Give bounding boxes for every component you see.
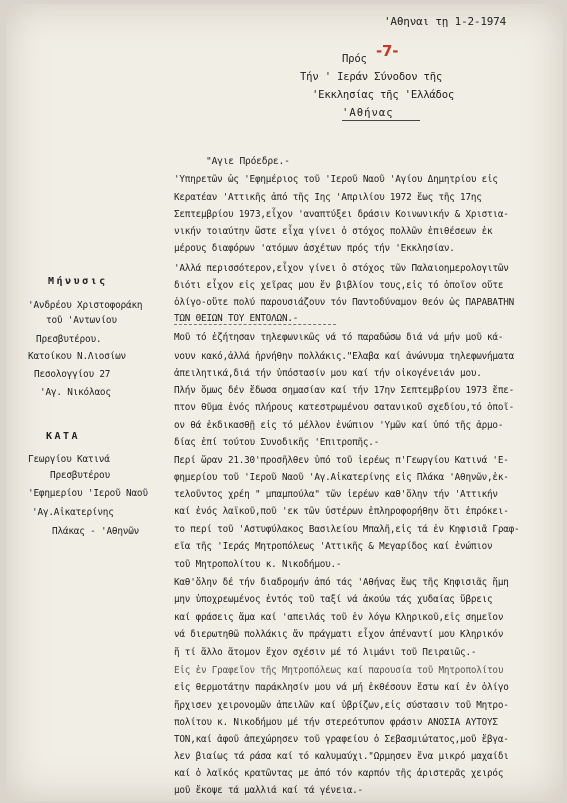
defendant-line: 'Εφημερίου 'Ιεροῦ Ναοῦ [28, 488, 148, 499]
body-line: καί ὁ λαϊκός κρατῶντας με ἀπό τόν καρπόν τῆς ἀριστερᾶς χειρός [174, 768, 504, 779]
body-line: τοῦ Μητροπολίτου κ. Νικοδήμου.- [174, 559, 342, 570]
body-line: ον θά ἐκδικασθῇ εἰς τό μέλλον ἐνώπιον 'Υμῶν καί ὑπό τῆς ἁρμο- [174, 420, 504, 431]
addressee-line-2: 'Εκκλησίας τῆς 'Ελλάδος [312, 89, 455, 101]
underline [174, 324, 336, 325]
defendant-line: Πρεσβυτέρου [50, 470, 110, 481]
body-line: ἀπειλητικά,διά τήν ὑπόστασίν μου καί τήν οἰκογένειάν μου. [174, 368, 482, 379]
page-number: -7- [376, 42, 399, 60]
complainant-line: τοῦ 'Αντωνίου [46, 315, 117, 326]
body-line: 'Υπηρετῶν ὡς 'Εφημέριος τοῦ 'Ιεροῦ Ναοῦ 'Αγίου Δημητρίου εἰς [174, 174, 498, 185]
body-line: 'Αλλά περισσότερον,εἶχον γίνει ὁ στόχος τῶν Παλαιοημερολογιτῶν [174, 263, 509, 274]
body-line: φημερίου τοῦ 'Ιεροῦ Ναοῦ 'Αγ.Αἰκατερίνης εἰς Πλάκα 'Αθηνῶν,ἐκ- [174, 472, 509, 483]
body-line: Πλήν ὅμως δέν ἔδωσα σημασίαν καί τήν 17ην Σεπτεμβρίου 1973 ἔπε- [174, 385, 515, 396]
complainant-line: Πρεσβυτέρου. [36, 334, 102, 345]
salutation: "Αγιε Πρόεδρε.- [206, 156, 290, 167]
complainant-line: 'Ανδρέου Χριστοφοράκη [28, 300, 143, 311]
body-line: Μοῦ τό ἐζήτησαν τηλεφωνικῶς νά τό παραδώσω διά νά μήν μοῦ κά- [174, 332, 504, 343]
body-line: το περί τοῦ 'Αστυφύλακος Βασιλείου Μπαλῆ,εἰς τά ἐν Κηφισιᾶ Γραφ- [174, 524, 520, 535]
body-line: Εἰς ἐν Γραφεῖον τῆς Μητροπόλεως καί παρουσία τοῦ Μητροπολίτου [174, 665, 504, 676]
defendant-line: Γεωργίου Κατινά [28, 454, 110, 465]
addressee-line-1: Τήν ' Ιεράν Σύνοδον τῆς [300, 71, 443, 83]
body-line: δίας ἐπί τούτου Συνοδικῆς 'Επιτροπῆς.- [174, 437, 380, 448]
body-line: ἤρχισεν χειρονομῶν ἀπειλῶν καί ὑβρίζων,εἰς σύστασιν τοῦ Μητρο- [174, 700, 509, 711]
body-line: μοῦ ἔκοψε τά μαλλιά καί τά γένεια.- [174, 785, 363, 796]
body-line: Περί ὥραν 21.30'προσῆλθεν ὑπό τοῦ ἱερέως π'Γεωργίου Κατινά 'Ε- [174, 455, 509, 466]
heading-against: ΚΑΤΑ [46, 431, 81, 442]
complainant-line: 'Αγ. Νικόλαος [40, 387, 111, 398]
body-line: μην ὑποχρεωμένος ἐντός τοῦ ταξί νά ἀκούω τάς χυδαίας ὕβρεις [174, 594, 493, 605]
body-line: πολίτου κ. Νικοδήμου μέ τήν στερεότυπον φράσιν ΑΝΟΣΙΑ ΑΥΤΟΥΣ [174, 717, 498, 728]
body-line: διότι εἶχον εἰς χεῖρας μου ἕν βιβλίον τους,εἰς τό ὁποῖον οὔτε [174, 280, 504, 291]
body-line: καί φράσεις ἅμα καί 'απειλάς τοῦ ἐν λόγω Κληρικοῦ,εἰς σημεῖον [174, 612, 504, 623]
body-line: πτον θῦμα ἑνός πλήρους κατεστρωμένου σατανικοῦ σχεδίου,τό ὁποῖ- [174, 402, 515, 413]
addressee-underline [342, 120, 420, 121]
letter-date: 'Αθηναι τῃ 1-2-1974 [384, 15, 507, 28]
body-line: νικήν τοιαύτην ὥστε εἶχα γίνει ὁ στόχος πολλῶν ἐπιθέσεων ἐκ [174, 226, 493, 237]
to-label: Πρός [342, 53, 367, 65]
body-line: καί ἑνός λαϊκοῦ,ποῦ 'εκ τῶν ὑστέρων ἐπληροφορήθην ὅτι ἐπρόκει- [174, 506, 509, 517]
defendant-line: 'Αγ.Αἰκατερίνης [32, 507, 114, 518]
body-line: ἤ τί ἄλλο ἄτομον ἔχον σχέσιν μέ τό λιμάνι τοῦ Πειραιῶς.- [174, 647, 477, 658]
body-line: Σεπτεμβρίου 1973,εἶχον 'αναπτύξει δράσιν Κοινωνικήν & Χριστια- [174, 209, 509, 220]
body-line: Κερατέαν 'Αττικῆς ἀπό τῆς Ιης 'Απριλίου 1972 ἕως τῆς 17ης [174, 192, 482, 203]
body-line: εἰς θερμοτάτην παράκλησίν μου νά μή ἐκθέσουν ἔστω καί ἐν ὀλίγο [174, 682, 509, 693]
body-line: λεν βιαίως τά ράσα καί τό καλυμαύχι."Ωρμησεν ἕνα μικρό μαχαίδι [174, 751, 509, 762]
body-line: νουν κακό,ἀλλά ἠρνήθην πολλάκις."Ελαβα καί ἀνώνυμα τηλεφωνήματα [174, 351, 515, 362]
body-line: νά διερωτηθῶ πολλάκις ἄν πράγματι εἶχον ἀπέναντί μου Κληρικόν [174, 629, 504, 640]
body-line: τελοῦντος χρέη " μπαμπούλα" τῶν ἱερέων καθ'ὅλην τήν 'Αττικήν [174, 489, 498, 500]
body-line: εῖα τῆς 'Ιεράς Μητροπόλεως 'Αττικῆς & Μεγαρίδος καί ἐνώπιον [174, 541, 493, 552]
body-line: ΤΟΝ,καί ἀφοῦ ἀπεχώρησεν τοῦ γραφείου ὁ Σεβασμιώτατος,μοῦ ἔβγα- [174, 734, 509, 745]
complainant-line: Πεσολογγίου 27 [34, 369, 111, 380]
complainant-line: Κατοίκου Ν.Λιοσίων [28, 351, 126, 362]
document-page [6, 4, 563, 801]
body-line: μέρους διαφόρων 'ατόμων ἀσχέτων πρός τήν 'Εκκλησίαν. [174, 243, 455, 254]
heading-complaint: Μήνυσις [48, 276, 108, 287]
body-line: Καθ'ὅλην δέ τήν διαδρομήν ἀπό τάς 'Αθήνας ἕως τῆς Κηφισιᾶς ἤμη [174, 577, 509, 588]
defendant-line: Πλάκας - 'Αθηνῶν [52, 526, 140, 537]
addressee-line-3: 'Αθήνας [342, 107, 394, 119]
body-line: ΤΩΝ ΘΕΙΩΝ ΤΟΥ ΕΝΤΟΛΩΝ.- [174, 313, 299, 324]
body-line: ὀλίγο-οὔτε πολύ παρουσιάζουν τόν Παντοδύναμον Θεόν ὡς ΠΑΡΑΒΑΤΗΝ [174, 297, 515, 308]
